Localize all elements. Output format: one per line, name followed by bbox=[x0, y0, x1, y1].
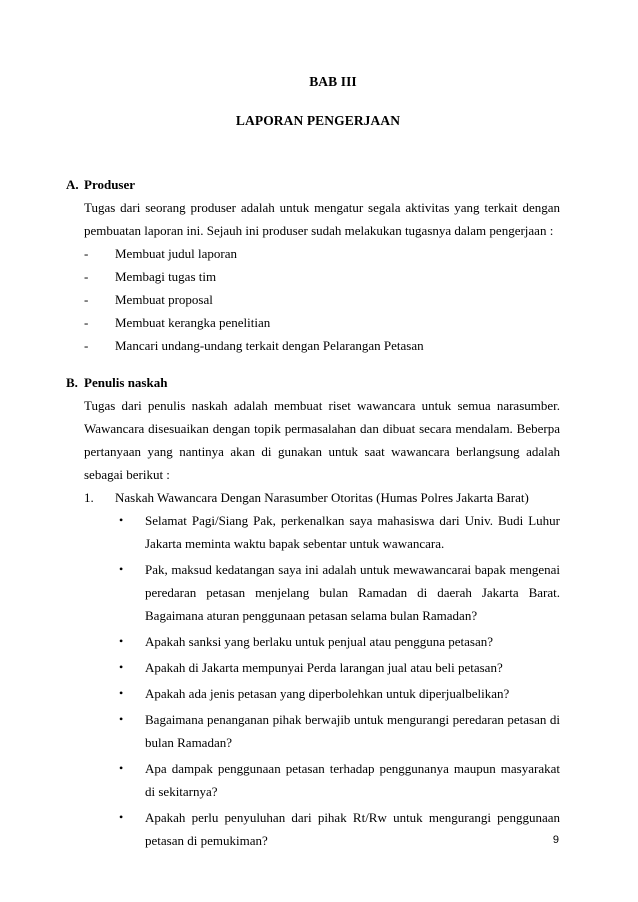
list-item bbox=[84, 265, 560, 288]
list-item-text: Membuat judul laporan bbox=[115, 246, 238, 261]
list-item-text: Mancari undang-undang terkait dengan Pelarangan Petasan bbox=[115, 338, 424, 353]
question-text: Apakah perlu penyuluhan dari pihak Rt/Rw untuk mengurangi penggunaan petasan di pemukiman? bbox=[145, 810, 560, 848]
section-penulis-naskah bbox=[66, 372, 560, 855]
question-item bbox=[84, 708, 560, 754]
question-list bbox=[84, 509, 560, 852]
question-item bbox=[84, 509, 560, 555]
question-item bbox=[84, 656, 560, 679]
list-item bbox=[84, 288, 560, 311]
list-item bbox=[84, 334, 560, 357]
question-text: Apakah di Jakarta mempunyai Perda larangan jual atau beli petasan? bbox=[145, 660, 503, 675]
page-number: 9 bbox=[552, 834, 559, 846]
question-text: Apakah ada jenis petasan yang diperbolehkan untuk diperjualbelikan? bbox=[145, 686, 510, 701]
item-number: 1. bbox=[84, 490, 94, 505]
bullet-icon: • bbox=[119, 712, 124, 726]
bullet-icon: • bbox=[119, 660, 124, 674]
dash-marker: - bbox=[84, 246, 89, 261]
question-item bbox=[84, 806, 560, 852]
bullet-icon: • bbox=[119, 686, 124, 700]
bullet-icon: • bbox=[119, 761, 124, 775]
chapter-heading: BAB III bbox=[309, 74, 357, 89]
list-item-text: Membuat kerangka penelitian bbox=[115, 315, 271, 330]
dash-marker: - bbox=[84, 269, 89, 284]
question-text: Pak, maksud kedatangan saya ini adalah untuk mewawancarai bapak mengenai peredaran petasan menjelang bulan Ramadan di daerah Jakarta Barat. Bagaimana aturan penggunaan petasan selama bulan Ramadan? bbox=[145, 562, 560, 623]
section-paragraph: Tugas dari penulis naskah adalah membuat riset wawancara untuk semua narasumber. Wawancara disesuaikan dengan topik permasalahan dan dibuat secara mendalam. Beberpa pertanyaan yang nantinya akan di gunakan untuk saat wawancara berlangsung adalah sebagai berikut : bbox=[84, 398, 560, 482]
section-heading bbox=[66, 174, 560, 196]
section-letter: B. bbox=[66, 375, 78, 390]
question-item bbox=[84, 630, 560, 653]
bullet-icon: • bbox=[119, 562, 124, 576]
bullet-icon: • bbox=[119, 810, 124, 824]
question-text: Apakah sanksi yang berlaku untuk penjual atau pengguna petasan? bbox=[145, 634, 493, 649]
question-item bbox=[84, 558, 560, 627]
numbered-item-label: Naskah Wawancara Dengan Narasumber Otoritas (Humas Polres Jakarta Barat) bbox=[115, 490, 529, 505]
section-letter: A. bbox=[66, 177, 79, 192]
question-item bbox=[84, 757, 560, 803]
list-item bbox=[84, 242, 560, 265]
section-produser bbox=[66, 174, 560, 357]
section-title: Penulis naskah bbox=[84, 375, 168, 390]
list-item-text: Membagi tugas tim bbox=[115, 269, 217, 284]
dash-marker: - bbox=[84, 292, 89, 307]
section-paragraph: Tugas dari seorang produser adalah untuk mengatur segala aktivitas yang terkait dengan pembuatan laporan ini. Sejauh ini produser sudah melakukan tugasnya dalam pengerjaan : bbox=[84, 200, 560, 238]
section-body bbox=[84, 394, 560, 852]
section-heading bbox=[66, 372, 560, 394]
question-text: Bagaimana penanganan pihak berwajib untuk mengurangi peredaran petasan di bulan Ramadan? bbox=[145, 712, 560, 750]
question-item bbox=[84, 682, 560, 705]
page-title: LAPORAN PENGERJAAN bbox=[235, 113, 401, 128]
dash-marker: - bbox=[84, 338, 89, 353]
section-title: Produser bbox=[84, 177, 136, 192]
list-item bbox=[84, 311, 560, 334]
question-text: Selamat Pagi/Siang Pak, perkenalkan saya mahasiswa dari Univ. Budi Luhur Jakarta meminta waktu bapak sebentar untuk wawancara. bbox=[145, 513, 560, 551]
question-text: Apa dampak penggunaan petasan terhadap penggunanya maupun masyarakat di sekitarnya? bbox=[145, 761, 560, 799]
section-body bbox=[84, 196, 560, 357]
bullet-icon: • bbox=[119, 513, 124, 527]
list-item-text: Membuat proposal bbox=[115, 292, 213, 307]
dash-marker: - bbox=[84, 315, 89, 330]
bullet-icon: • bbox=[119, 634, 124, 648]
task-list bbox=[84, 242, 560, 357]
numbered-item bbox=[84, 486, 560, 509]
